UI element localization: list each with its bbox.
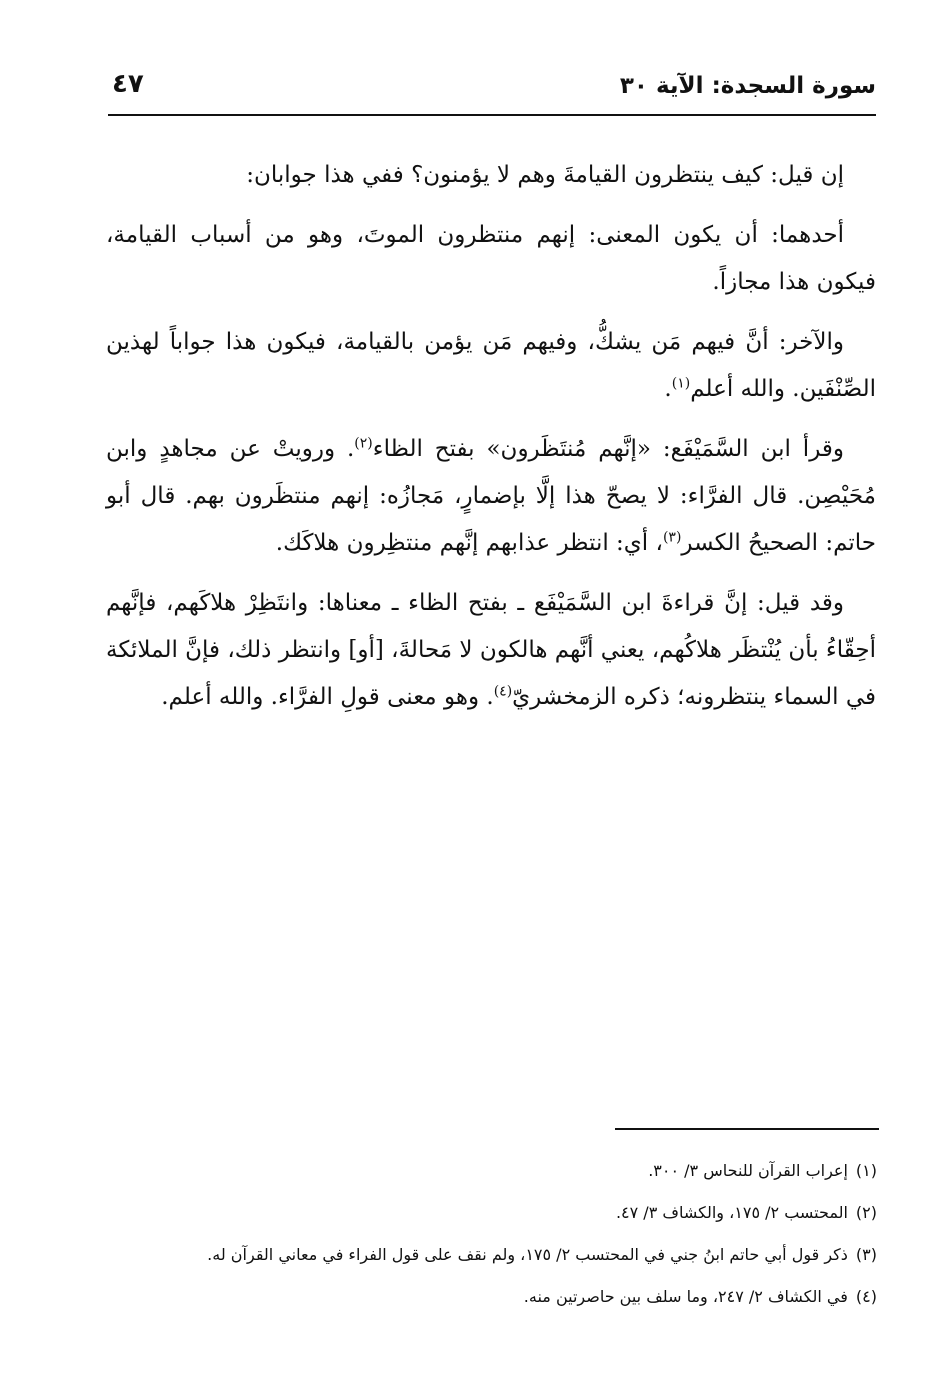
page-number: ٤٧: [112, 69, 144, 99]
footnote-1: (١)إعراب القرآن للنحاس ٣/ ٣٠٠.: [648, 1161, 877, 1180]
footnote-ref-2[interactable]: (٢): [354, 435, 373, 452]
footnote-4: (٤)في الكشاف ٢/ ٢٤٧، وما سلف بين حاصرتين منه.: [523, 1287, 877, 1306]
footnote-2: (٢)المحتسب ٢/ ١٧٥، والكشاف ٣/ ٤٧.: [615, 1203, 877, 1222]
footnote-ref-1[interactable]: (١): [671, 375, 691, 392]
running-header: [108, 66, 876, 116]
surah-heading: سورة السجدة: الآية ٣٠: [619, 73, 876, 99]
paragraph-qiraat: وقرأ ابن السَّمَيْفَع: «إنَّهم مُنتَظَرون» بفتح الظاء$^{(٢)}$. ورويتْ عن مجاهدٍ وابن مُحَيْصِن. قال الفرَّاء: لا يصحّ هذا إلَّا بإضمارٍ، مَجازُه: إنهم منتظَرون بهم. قال أبو حاتم: الصحيحُ الكسر$^{(٣)}$، أي: انتظر عذابهم إنَّهم منتظِرون هلاكَك.: [106, 435, 876, 556]
main-text: [106, 152, 876, 734]
footnote-ref-4[interactable]: (٤): [493, 683, 513, 700]
paragraph-second-answer: والآخر: أنَّ فيهم مَن يشكُّ، وفيهم مَن يؤمن بالقيامة، فيكون هذا جواباً لهذين الصِّنْفَين. والله أعلم$^{(١)}$.: [106, 329, 876, 402]
footnotes: [106, 1160, 877, 1328]
footnote-ref-3[interactable]: (٣): [662, 529, 682, 546]
footnote-3: (٣)ذكر قول أبي حاتم ابنُ جني في المحتسب ٢/ ١٧٥، ولم نقف على قول الفراء في معاني القرآن له.: [207, 1245, 877, 1264]
paragraph-question: إن قيل: كيف ينتظرون القيامةَ وهم لا يؤمنون؟ ففي هذا جوابان:: [246, 162, 844, 188]
header-rule: [108, 114, 876, 116]
paragraph-zamakhshari: وقد قيل: إنَّ قراءةَ ابن السَّمَيْفَع ـ بفتح الظاء ـ معناها: وانتَظِرْ هلاكَهم، فإنَّهم أحِقّاءُ بأن يُنْتظَر هلاكُهم، يعني أنَّهم هالكون لا مَحالةَ، [أو] وانتظر ذلك، فإنَّ الملائكة في السماء ينتظرونه؛ ذكره الزمخشريّ$^{(٤)}$. وهو معنى قولِ الفرَّاء. والله أعلم.: [105, 590, 876, 710]
paragraph-first-answer: أحدهما: أن يكون المعنى: إنهم منتظرون الموتَ، وهو من أسباب القيامة، فيكون هذا مجازاً.: [106, 222, 876, 295]
footnote-separator: [615, 1128, 879, 1130]
